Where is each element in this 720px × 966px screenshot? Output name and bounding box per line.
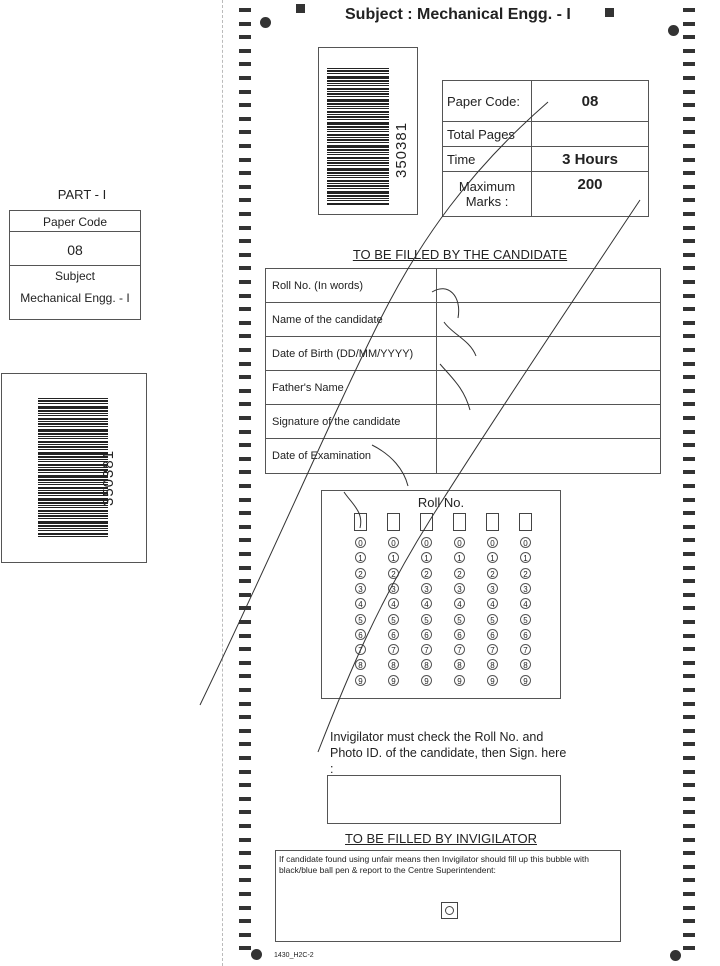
roll-bubble-8[interactable]: 8 xyxy=(454,659,465,670)
roll-bubble-8[interactable]: 8 xyxy=(487,659,498,670)
paper-code-label: Paper Code: xyxy=(443,81,532,122)
total-pages-label: Total Pages xyxy=(443,122,532,147)
invigilator-section-heading: TO BE FILLED BY INVIGILATOR xyxy=(345,831,537,846)
roll-bubble-1[interactable]: 1 xyxy=(355,552,366,563)
roll-bubble-3[interactable]: 3 xyxy=(355,583,366,594)
pencil-line xyxy=(318,200,640,752)
part-label: PART - I xyxy=(57,187,107,202)
paper-code-value: 08 xyxy=(532,81,649,122)
main-barcode-number: 350381 xyxy=(393,121,410,178)
roll-bubble-0[interactable]: 0 xyxy=(421,537,432,548)
roll-bubble-9[interactable]: 9 xyxy=(487,675,498,686)
stub-subject-label: Subject xyxy=(54,269,96,283)
roll-bubble-6[interactable]: 6 xyxy=(355,629,366,640)
max-marks-value: 200 xyxy=(532,172,649,217)
roll-bubble-0[interactable]: 0 xyxy=(388,537,399,548)
roll-bubble-9[interactable]: 9 xyxy=(520,675,531,686)
roll-bubble-8[interactable]: 8 xyxy=(421,659,432,670)
subject-title: Subject : Mechanical Engg. - I xyxy=(345,6,571,23)
roll-bubble-7[interactable]: 7 xyxy=(388,644,399,655)
roll-bubble-4[interactable]: 4 xyxy=(487,598,498,609)
roll-bubble-6[interactable]: 6 xyxy=(421,629,432,640)
roll-bubble-9[interactable]: 9 xyxy=(421,675,432,686)
candidate-section-heading: TO BE FILLED BY THE CANDIDATE xyxy=(352,247,568,262)
roll-bubble-6[interactable]: 6 xyxy=(520,629,531,640)
stub-paper-code-label: Paper Code xyxy=(42,215,108,229)
roll-bubble-1[interactable]: 1 xyxy=(520,552,531,563)
roll-bubble-2[interactable]: 2 xyxy=(454,568,465,579)
roll-bubble-4[interactable]: 4 xyxy=(421,598,432,609)
roll-bubble-6[interactable]: 6 xyxy=(454,629,465,640)
roll-bubble-3[interactable]: 3 xyxy=(454,583,465,594)
roll-bubble-0[interactable]: 0 xyxy=(355,537,366,548)
roll-bubble-9[interactable]: 9 xyxy=(355,675,366,686)
pencil-line xyxy=(200,102,548,705)
time-value: 3 Hours xyxy=(532,147,649,172)
roll-bubble-1[interactable]: 1 xyxy=(421,552,432,563)
stub-paper-code-value: 08 xyxy=(67,242,83,258)
roll-bubble-2[interactable]: 2 xyxy=(520,568,531,579)
candidate-name-label: Name of the candidate xyxy=(266,303,437,336)
roll-bubble-8[interactable]: 8 xyxy=(355,659,366,670)
roll-bubble-7[interactable]: 7 xyxy=(355,644,366,655)
roll-bubble-2[interactable]: 2 xyxy=(421,568,432,579)
roll-bubble-7[interactable]: 7 xyxy=(487,644,498,655)
roll-bubble-4[interactable]: 4 xyxy=(355,598,366,609)
roll-bubble-7[interactable]: 7 xyxy=(454,644,465,655)
roll-bubble-0[interactable]: 0 xyxy=(520,537,531,548)
roll-bubble-7[interactable]: 7 xyxy=(421,644,432,655)
roll-bubble-4[interactable]: 4 xyxy=(454,598,465,609)
roll-bubble-6[interactable]: 6 xyxy=(487,629,498,640)
date-of-exam-label: Date of Examination xyxy=(266,439,437,473)
max-marks-label: Maximum Marks : xyxy=(443,172,532,217)
roll-bubble-5[interactable]: 5 xyxy=(454,614,465,625)
footer-code: 1430_H2C-2 xyxy=(274,952,314,959)
pencil-scribble xyxy=(344,289,476,528)
roll-bubble-4[interactable]: 4 xyxy=(388,598,399,609)
roll-bubble-3[interactable]: 3 xyxy=(520,583,531,594)
unfair-means-text: If candidate found using unfair means then Invigilator should fill up this bubble with black/blue ball pen & report to the Centre Superintendent: xyxy=(279,854,589,875)
roll-bubble-3[interactable]: 3 xyxy=(487,583,498,594)
roll-bubble-3[interactable]: 3 xyxy=(388,583,399,594)
roll-bubble-7[interactable]: 7 xyxy=(520,644,531,655)
roll-bubble-5[interactable]: 5 xyxy=(355,614,366,625)
roll-bubble-0[interactable]: 0 xyxy=(454,537,465,548)
roll-bubble-5[interactable]: 5 xyxy=(421,614,432,625)
roll-bubble-8[interactable]: 8 xyxy=(520,659,531,670)
roll-bubble-8[interactable]: 8 xyxy=(388,659,399,670)
roll-bubble-2[interactable]: 2 xyxy=(388,568,399,579)
roll-bubble-6[interactable]: 6 xyxy=(388,629,399,640)
roll-bubble-2[interactable]: 2 xyxy=(355,568,366,579)
roll-bubble-2[interactable]: 2 xyxy=(487,568,498,579)
roll-bubble-0[interactable]: 0 xyxy=(487,537,498,548)
stub-subject-value: Mechanical Engg. - I xyxy=(20,291,130,305)
roll-bubble-4[interactable]: 4 xyxy=(520,598,531,609)
roll-bubble-9[interactable]: 9 xyxy=(388,675,399,686)
roll-bubble-1[interactable]: 1 xyxy=(487,552,498,563)
roll-bubble-1[interactable]: 1 xyxy=(454,552,465,563)
roll-bubble-9[interactable]: 9 xyxy=(454,675,465,686)
signature-label: Signature of the candidate xyxy=(266,405,437,438)
fathers-name-label: Father's Name xyxy=(266,371,437,404)
roll-bubble-3[interactable]: 3 xyxy=(421,583,432,594)
roll-grid-title: Roll No. xyxy=(417,495,465,510)
stub-barcode-number: 350381 xyxy=(100,449,117,506)
time-label: Time xyxy=(443,147,532,172)
date-of-birth-label: Date of Birth (DD/MM/YYYY) xyxy=(266,337,437,370)
roll-bubble-5[interactable]: 5 xyxy=(520,614,531,625)
invigilator-instruction: Invigilator must check the Roll No. and Photo ID. of the candidate, then Sign. here : xyxy=(330,730,567,776)
roll-in-words-label: Roll No. (In words) xyxy=(266,269,437,302)
roll-bubble-5[interactable]: 5 xyxy=(487,614,498,625)
roll-bubble-1[interactable]: 1 xyxy=(388,552,399,563)
roll-bubble-5[interactable]: 5 xyxy=(388,614,399,625)
